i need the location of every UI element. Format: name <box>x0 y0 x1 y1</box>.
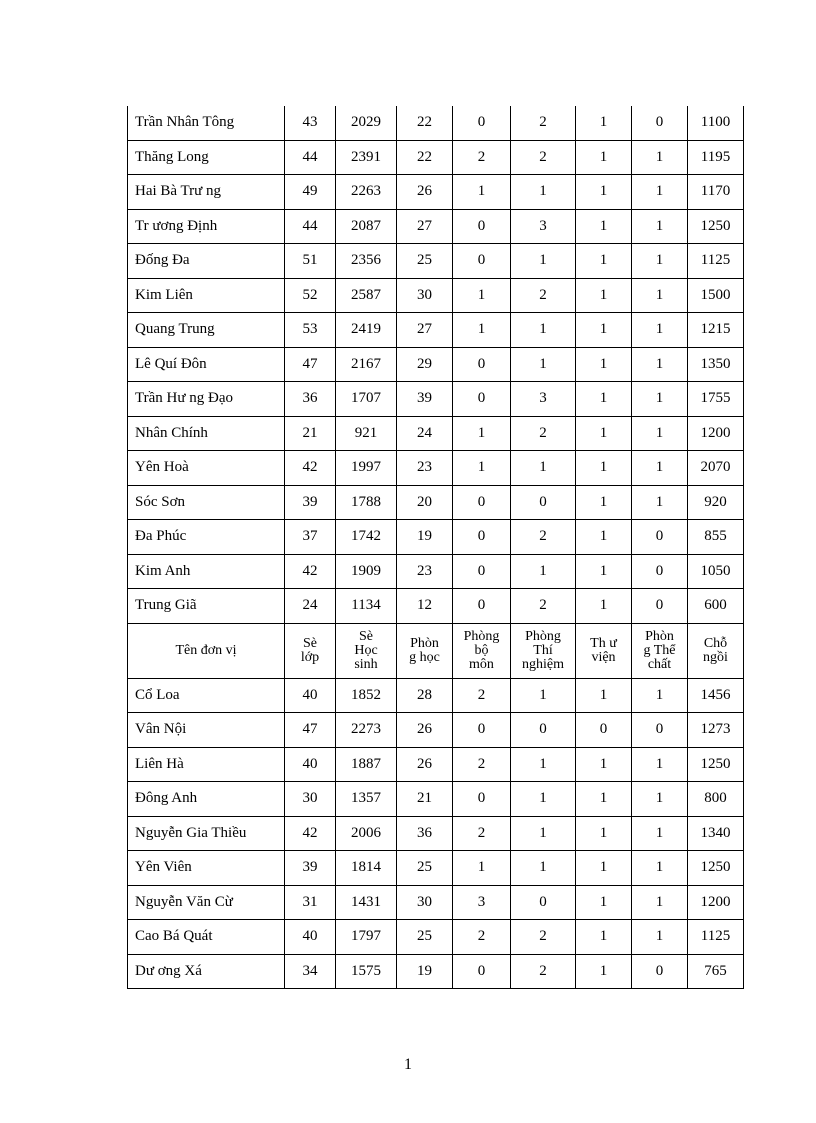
school-name-cell: Kim Liên <box>128 278 285 313</box>
so-lop-cell: 37 <box>285 520 336 555</box>
so-hoc-sinh-cell: 1887 <box>336 747 397 782</box>
header-line: Sè <box>359 628 373 644</box>
phong-thi-nghiem-cell: 1 <box>511 313 576 348</box>
cho-ngoi-cell: 1195 <box>688 140 744 175</box>
table-row <box>128 554 744 589</box>
header-line: Phòng <box>525 628 561 644</box>
header-line: Học <box>354 642 378 658</box>
school-name-cell: Nguyễn Văn Cừ <box>128 885 285 920</box>
thu-vien-cell: 1 <box>576 782 632 817</box>
phong-bo-mon-cell: 0 <box>453 520 511 555</box>
phong-thi-nghiem-cell: 2 <box>511 589 576 624</box>
phong-bo-mon-cell: 2 <box>453 920 511 955</box>
table-row <box>128 175 744 210</box>
school-name-cell: Tr ương Định <box>128 209 285 244</box>
phong-bo-mon-cell: 0 <box>453 782 511 817</box>
so-lop-cell: 39 <box>285 485 336 520</box>
phong-hoc-cell: 24 <box>397 416 453 451</box>
phong-hoc-cell: 21 <box>397 782 453 817</box>
so-hoc-sinh-cell: 2029 <box>336 106 397 140</box>
so-hoc-sinh-cell: 1997 <box>336 451 397 486</box>
thu-vien-cell: 0 <box>576 713 632 748</box>
so-hoc-sinh-cell: 1134 <box>336 589 397 624</box>
phong-hoc-cell: 30 <box>397 278 453 313</box>
phong-bo-mon-cell: 0 <box>453 485 511 520</box>
school-name-cell: Yên Hoà <box>128 451 285 486</box>
phong-hoc-cell: 26 <box>397 175 453 210</box>
thu-vien-cell: 1 <box>576 140 632 175</box>
phong-hoc-cell: 22 <box>397 106 453 140</box>
phong-hoc-cell: 29 <box>397 347 453 382</box>
phong-bo-mon-cell: 2 <box>453 747 511 782</box>
table-row <box>128 885 744 920</box>
so-lop-cell: 42 <box>285 554 336 589</box>
phong-hoc-cell: 25 <box>397 851 453 886</box>
table-row <box>128 485 744 520</box>
table-row <box>128 244 744 279</box>
so-lop-cell: 44 <box>285 209 336 244</box>
school-name-cell: Đa Phúc <box>128 520 285 555</box>
school-name-cell: Kim Anh <box>128 554 285 589</box>
phong-thi-nghiem-cell: 1 <box>511 175 576 210</box>
cho-ngoi-cell: 1250 <box>688 851 744 886</box>
so-lop-cell: 40 <box>285 678 336 713</box>
phong-bo-mon-cell: 1 <box>453 278 511 313</box>
header-line: chất <box>647 656 672 672</box>
phong-the-chat-cell: 1 <box>632 313 688 348</box>
phong-bo-mon-cell: 2 <box>453 140 511 175</box>
school-facilities-table <box>127 106 744 989</box>
so-lop-cell: 42 <box>285 816 336 851</box>
phong-bo-mon-cell: 1 <box>453 851 511 886</box>
phong-the-chat-cell: 0 <box>632 954 688 989</box>
phong-bo-mon-cell: 0 <box>453 954 511 989</box>
so-hoc-sinh-cell: 921 <box>336 416 397 451</box>
phong-bo-mon-cell: 0 <box>453 554 511 589</box>
phong-hoc-cell: 27 <box>397 209 453 244</box>
phong-bo-mon-cell: 0 <box>453 382 511 417</box>
table-row <box>128 678 744 713</box>
header-line: Phòn <box>645 628 674 644</box>
thu-vien-cell: 1 <box>576 278 632 313</box>
phong-thi-nghiem-cell: 2 <box>511 106 576 140</box>
cho-ngoi-cell: 2070 <box>688 451 744 486</box>
phong-hoc-cell: 23 <box>397 451 453 486</box>
phong-bo-mon-cell: 1 <box>453 451 511 486</box>
phong-bo-mon-cell: 0 <box>453 713 511 748</box>
so-lop-cell: 51 <box>285 244 336 279</box>
thu-vien-cell: 1 <box>576 209 632 244</box>
phong-hoc-cell: 23 <box>397 554 453 589</box>
school-name-cell: Trần Nhân Tông <box>128 106 285 140</box>
phong-hoc-cell: 19 <box>397 954 453 989</box>
cho-ngoi-cell: 1050 <box>688 554 744 589</box>
thu-vien-cell: 1 <box>576 954 632 989</box>
phong-the-chat-cell: 0 <box>632 713 688 748</box>
phong-the-chat-cell: 1 <box>632 678 688 713</box>
school-name-cell: Yên Viên <box>128 851 285 886</box>
cho-ngoi-cell: 1125 <box>688 920 744 955</box>
header-line: Th ư <box>590 635 617 651</box>
so-hoc-sinh-cell: 2263 <box>336 175 397 210</box>
so-lop-cell: 42 <box>285 451 336 486</box>
so-lop-cell: 44 <box>285 140 336 175</box>
thu-vien-cell: 1 <box>576 851 632 886</box>
header-line: g Thể <box>643 642 676 658</box>
cho-ngoi-cell: 1125 <box>688 244 744 279</box>
phong-thi-nghiem-cell: 1 <box>511 782 576 817</box>
school-name-cell: Dư ơng Xá <box>128 954 285 989</box>
school-name-cell: Hai Bà Trư ng <box>128 175 285 210</box>
phong-thi-nghiem-cell: 0 <box>511 885 576 920</box>
table-row <box>128 520 744 555</box>
so-hoc-sinh-cell: 1742 <box>336 520 397 555</box>
table-row <box>128 416 744 451</box>
phong-the-chat-cell: 1 <box>632 451 688 486</box>
phong-thi-nghiem-cell: 2 <box>511 278 576 313</box>
phong-the-chat-cell: 1 <box>632 851 688 886</box>
table-row <box>128 954 744 989</box>
so-lop-cell: 30 <box>285 782 336 817</box>
phong-bo-mon-cell: 0 <box>453 209 511 244</box>
so-hoc-sinh-cell: 1788 <box>336 485 397 520</box>
header-so-lop <box>285 623 336 678</box>
phong-the-chat-cell: 1 <box>632 920 688 955</box>
phong-the-chat-cell: 0 <box>632 520 688 555</box>
so-lop-cell: 36 <box>285 382 336 417</box>
so-hoc-sinh-cell: 2587 <box>336 278 397 313</box>
school-name-cell: Thăng Long <box>128 140 285 175</box>
table-row <box>128 313 744 348</box>
phong-thi-nghiem-cell: 1 <box>511 244 576 279</box>
table-row <box>128 347 744 382</box>
phong-hoc-cell: 26 <box>397 747 453 782</box>
phong-hoc-cell: 36 <box>397 816 453 851</box>
table-row <box>128 382 744 417</box>
thu-vien-cell: 1 <box>576 485 632 520</box>
thu-vien-cell: 1 <box>576 589 632 624</box>
phong-hoc-cell: 39 <box>397 382 453 417</box>
so-hoc-sinh-cell: 2167 <box>336 347 397 382</box>
table-row <box>128 451 744 486</box>
school-name-cell: Đống Đa <box>128 244 285 279</box>
cho-ngoi-cell: 1500 <box>688 278 744 313</box>
table-row <box>128 713 744 748</box>
phong-bo-mon-cell: 2 <box>453 678 511 713</box>
phong-thi-nghiem-cell: 1 <box>511 851 576 886</box>
header-line: sinh <box>354 656 378 672</box>
cho-ngoi-cell: 1200 <box>688 885 744 920</box>
phong-thi-nghiem-cell: 2 <box>511 954 576 989</box>
phong-thi-nghiem-cell: 2 <box>511 520 576 555</box>
thu-vien-cell: 1 <box>576 106 632 140</box>
cho-ngoi-cell: 1350 <box>688 347 744 382</box>
phong-the-chat-cell: 1 <box>632 140 688 175</box>
so-hoc-sinh-cell: 2391 <box>336 140 397 175</box>
phong-the-chat-cell: 1 <box>632 347 688 382</box>
so-hoc-sinh-cell: 2356 <box>336 244 397 279</box>
phong-bo-mon-cell: 0 <box>453 106 511 140</box>
phong-hoc-cell: 22 <box>397 140 453 175</box>
phong-the-chat-cell: 1 <box>632 416 688 451</box>
phong-the-chat-cell: 1 <box>632 382 688 417</box>
phong-the-chat-cell: 0 <box>632 589 688 624</box>
phong-bo-mon-cell: 3 <box>453 885 511 920</box>
so-hoc-sinh-cell: 1575 <box>336 954 397 989</box>
phong-thi-nghiem-cell: 2 <box>511 416 576 451</box>
so-hoc-sinh-cell: 1814 <box>336 851 397 886</box>
so-lop-cell: 40 <box>285 747 336 782</box>
header-line: lớp <box>300 649 320 665</box>
phong-hoc-cell: 26 <box>397 713 453 748</box>
cho-ngoi-cell: 1200 <box>688 416 744 451</box>
cho-ngoi-cell: 1273 <box>688 713 744 748</box>
phong-thi-nghiem-cell: 1 <box>511 747 576 782</box>
cho-ngoi-cell: 855 <box>688 520 744 555</box>
phong-thi-nghiem-cell: 2 <box>511 140 576 175</box>
thu-vien-cell: 1 <box>576 520 632 555</box>
phong-the-chat-cell: 0 <box>632 106 688 140</box>
school-name-cell: Cổ Loa <box>128 678 285 713</box>
so-lop-cell: 40 <box>285 920 336 955</box>
school-name-cell: Đông Anh <box>128 782 285 817</box>
so-lop-cell: 24 <box>285 589 336 624</box>
cho-ngoi-cell: 1170 <box>688 175 744 210</box>
phong-the-chat-cell: 1 <box>632 782 688 817</box>
school-name-cell: Liên Hà <box>128 747 285 782</box>
header-thu-vien <box>576 623 632 678</box>
cho-ngoi-cell: 800 <box>688 782 744 817</box>
header-line: bộ <box>474 642 489 658</box>
cho-ngoi-cell: 1456 <box>688 678 744 713</box>
table-body <box>128 106 744 989</box>
phong-the-chat-cell: 0 <box>632 554 688 589</box>
phong-bo-mon-cell: 0 <box>453 244 511 279</box>
so-hoc-sinh-cell: 2006 <box>336 816 397 851</box>
phong-the-chat-cell: 1 <box>632 175 688 210</box>
so-lop-cell: 49 <box>285 175 336 210</box>
school-name-cell: Lê Quí Đôn <box>128 347 285 382</box>
page-number: 1 <box>404 1056 412 1073</box>
so-lop-cell: 53 <box>285 313 336 348</box>
school-name-cell: Nhân Chính <box>128 416 285 451</box>
cho-ngoi-cell: 1100 <box>688 106 744 140</box>
thu-vien-cell: 1 <box>576 244 632 279</box>
phong-hoc-cell: 27 <box>397 313 453 348</box>
thu-vien-cell: 1 <box>576 451 632 486</box>
header-line: Phòn <box>410 635 439 651</box>
phong-bo-mon-cell: 1 <box>453 416 511 451</box>
phong-thi-nghiem-cell: 2 <box>511 920 576 955</box>
table-row <box>128 278 744 313</box>
cho-ngoi-cell: 600 <box>688 589 744 624</box>
so-lop-cell: 43 <box>285 106 336 140</box>
header-line: ngồi <box>703 649 728 665</box>
phong-hoc-cell: 25 <box>397 244 453 279</box>
thu-vien-cell: 1 <box>576 554 632 589</box>
school-name-cell: Cao Bá Quát <box>128 920 285 955</box>
cho-ngoi-cell: 765 <box>688 954 744 989</box>
phong-the-chat-cell: 1 <box>632 244 688 279</box>
header-line: Chỗ <box>703 635 728 651</box>
phong-bo-mon-cell: 1 <box>453 175 511 210</box>
phong-the-chat-cell: 1 <box>632 816 688 851</box>
thu-vien-cell: 1 <box>576 816 632 851</box>
phong-thi-nghiem-cell: 3 <box>511 209 576 244</box>
header-line: g học <box>409 649 440 665</box>
phong-thi-nghiem-cell: 0 <box>511 485 576 520</box>
cho-ngoi-cell: 1250 <box>688 747 744 782</box>
phong-hoc-cell: 25 <box>397 920 453 955</box>
school-name-cell: Trần Hư ng Đạo <box>128 382 285 417</box>
so-hoc-sinh-cell: 2087 <box>336 209 397 244</box>
thu-vien-cell: 1 <box>576 920 632 955</box>
header-phong-bo-mon <box>453 623 511 678</box>
so-hoc-sinh-cell: 1797 <box>336 920 397 955</box>
so-lop-cell: 21 <box>285 416 336 451</box>
phong-thi-nghiem-cell: 1 <box>511 554 576 589</box>
header-line: Thí <box>533 642 553 658</box>
so-lop-cell: 34 <box>285 954 336 989</box>
table-row <box>128 209 744 244</box>
table-row <box>128 140 744 175</box>
school-name-cell: Vân Nội <box>128 713 285 748</box>
so-hoc-sinh-cell: 1431 <box>336 885 397 920</box>
header-line: nghiệm <box>522 656 564 672</box>
column-header-row <box>128 623 744 678</box>
header-line: môn <box>469 656 494 672</box>
phong-thi-nghiem-cell: 3 <box>511 382 576 417</box>
school-facilities-table-container <box>127 106 743 989</box>
header-line: Phòng <box>463 628 500 644</box>
school-name-cell: Quang Trung <box>128 313 285 348</box>
phong-hoc-cell: 12 <box>397 589 453 624</box>
cho-ngoi-cell: 1250 <box>688 209 744 244</box>
table-row <box>128 920 744 955</box>
so-hoc-sinh-cell: 1707 <box>336 382 397 417</box>
phong-the-chat-cell: 1 <box>632 747 688 782</box>
so-lop-cell: 31 <box>285 885 336 920</box>
so-lop-cell: 47 <box>285 347 336 382</box>
so-hoc-sinh-cell: 1357 <box>336 782 397 817</box>
table-row <box>128 106 744 140</box>
thu-vien-cell: 1 <box>576 885 632 920</box>
phong-thi-nghiem-cell: 1 <box>511 678 576 713</box>
table-row <box>128 851 744 886</box>
header-ten-don-vi: Tên đơn vị <box>128 623 285 678</box>
thu-vien-cell: 1 <box>576 382 632 417</box>
cho-ngoi-cell: 1215 <box>688 313 744 348</box>
so-hoc-sinh-cell: 2419 <box>336 313 397 348</box>
phong-bo-mon-cell: 2 <box>453 816 511 851</box>
school-name-cell: Trung Giã <box>128 589 285 624</box>
cho-ngoi-cell: 1755 <box>688 382 744 417</box>
header-cho-ngoi <box>688 623 744 678</box>
so-lop-cell: 47 <box>285 713 336 748</box>
table-row <box>128 589 744 624</box>
phong-the-chat-cell: 1 <box>632 485 688 520</box>
phong-hoc-cell: 30 <box>397 885 453 920</box>
header-phong-thi-nghiem <box>511 623 576 678</box>
cho-ngoi-cell: 1340 <box>688 816 744 851</box>
so-lop-cell: 52 <box>285 278 336 313</box>
phong-thi-nghiem-cell: 1 <box>511 816 576 851</box>
header-phong-hoc <box>397 623 453 678</box>
thu-vien-cell: 1 <box>576 347 632 382</box>
school-name-cell: Sóc Sơn <box>128 485 285 520</box>
phong-the-chat-cell: 1 <box>632 209 688 244</box>
so-hoc-sinh-cell: 1909 <box>336 554 397 589</box>
table-row <box>128 816 744 851</box>
school-name-cell: Nguyễn Gia Thiều <box>128 816 285 851</box>
table-row <box>128 747 744 782</box>
phong-hoc-cell: 28 <box>397 678 453 713</box>
thu-vien-cell: 1 <box>576 175 632 210</box>
phong-bo-mon-cell: 0 <box>453 589 511 624</box>
thu-vien-cell: 1 <box>576 313 632 348</box>
phong-thi-nghiem-cell: 1 <box>511 451 576 486</box>
phong-hoc-cell: 19 <box>397 520 453 555</box>
header-phong-the-chat <box>632 623 688 678</box>
thu-vien-cell: 1 <box>576 416 632 451</box>
phong-the-chat-cell: 1 <box>632 278 688 313</box>
phong-thi-nghiem-cell: 1 <box>511 347 576 382</box>
cho-ngoi-cell: 920 <box>688 485 744 520</box>
so-hoc-sinh-cell: 1852 <box>336 678 397 713</box>
header-line: viện <box>591 649 616 665</box>
so-hoc-sinh-cell: 2273 <box>336 713 397 748</box>
thu-vien-cell: 1 <box>576 747 632 782</box>
phong-hoc-cell: 20 <box>397 485 453 520</box>
header-line: Sè <box>303 635 317 651</box>
thu-vien-cell: 1 <box>576 678 632 713</box>
phong-bo-mon-cell: 0 <box>453 347 511 382</box>
phong-thi-nghiem-cell: 0 <box>511 713 576 748</box>
so-lop-cell: 39 <box>285 851 336 886</box>
phong-the-chat-cell: 1 <box>632 885 688 920</box>
phong-bo-mon-cell: 1 <box>453 313 511 348</box>
header-so-hoc-sinh <box>336 623 397 678</box>
table-row <box>128 782 744 817</box>
